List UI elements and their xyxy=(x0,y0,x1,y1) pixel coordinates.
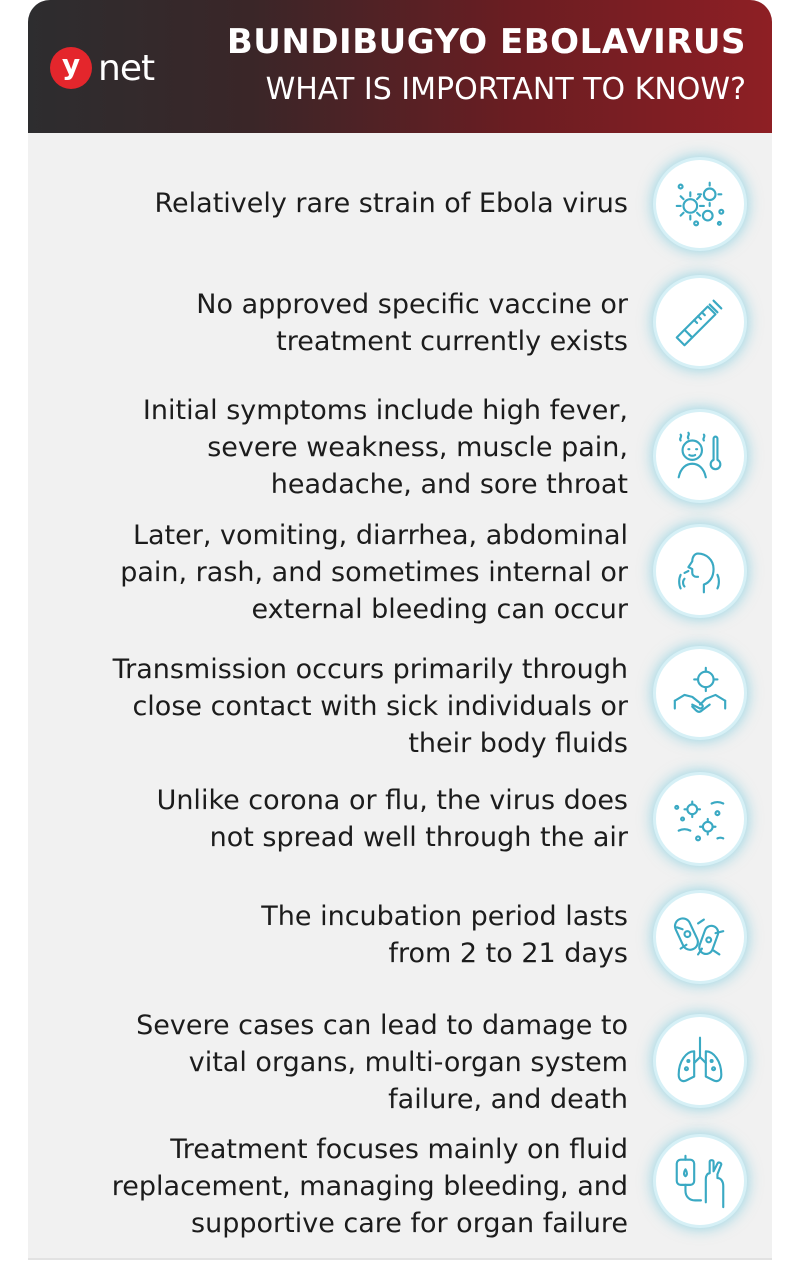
fact-text: No approved specific vaccine or treatment currently exists xyxy=(196,289,628,357)
fact-text: Later, vomiting, diarrhea, abdominal pain, rash, and sometimes internal or external bleeding can occur xyxy=(120,520,628,625)
bacteria-cells-icon xyxy=(656,893,744,981)
infographic-card xyxy=(28,0,772,1258)
virus-particles-icon xyxy=(656,160,744,248)
page-title: BUNDIBUGYO EBOLAVIRUS xyxy=(226,22,746,62)
page-subtitle: WHAT IS IMPORTANT TO KNOW? xyxy=(265,72,746,107)
fever-person-thermometer-icon xyxy=(656,412,744,500)
fact-text: Unlike corona or flu, the virus does not spread well through the air xyxy=(156,785,628,853)
iv-drip-arm-icon xyxy=(656,1137,744,1225)
syringe-icon xyxy=(656,278,744,366)
fact-text: Treatment focuses mainly on fluid replacement, managing bleeding, and supportive care for organ failure xyxy=(111,1134,628,1239)
bottom-divider xyxy=(28,1258,772,1260)
fact-text: The incubation period lasts from 2 to 21 days xyxy=(261,901,628,969)
lungs-icon xyxy=(656,1017,744,1105)
handshake-virus-icon xyxy=(656,649,744,737)
header-banner xyxy=(28,0,772,133)
logo-badge: y xyxy=(50,47,92,89)
fact-text: Initial symptoms include high fever, severe weakness, muscle pain, headache, and sore throat xyxy=(142,395,628,500)
coughing-person-icon xyxy=(656,527,744,615)
logo-text: net xyxy=(98,47,155,89)
ynet-logo xyxy=(50,44,154,92)
airborne-particles-icon xyxy=(656,775,744,863)
fact-text: Relatively rare strain of Ebola virus xyxy=(154,188,628,219)
fact-text: Transmission occurs primarily through close contact with sick individuals or their body fluids xyxy=(112,654,628,759)
fact-text: Severe cases can lead to damage to vital organs, multi-organ system failure, and death xyxy=(136,1010,628,1115)
